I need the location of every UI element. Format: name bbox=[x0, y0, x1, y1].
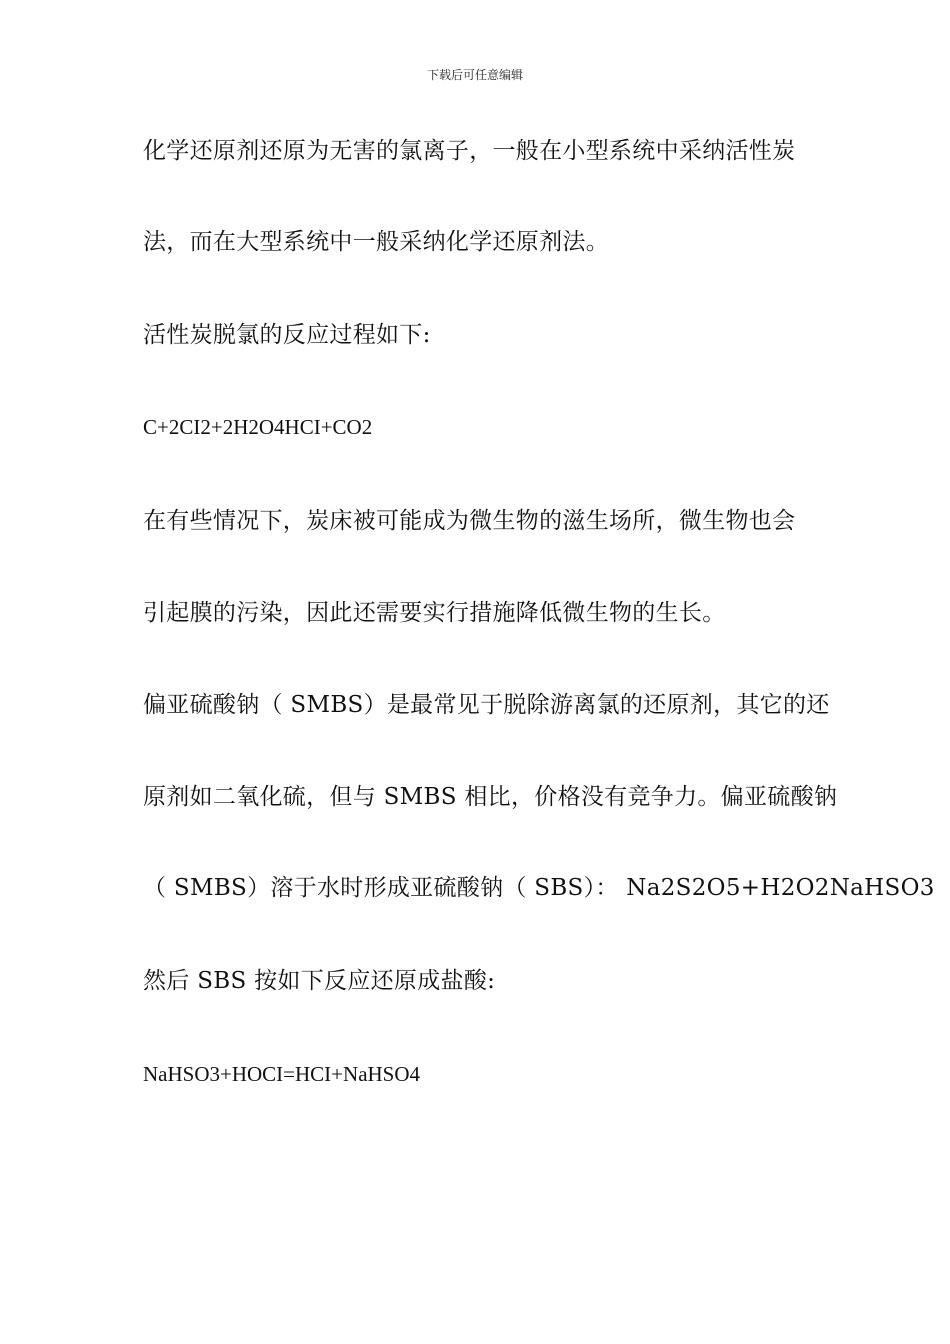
paragraph-line: 引起膜的污染，因此还需要实行措施降低微生物的生长。 bbox=[143, 600, 726, 626]
paragraph-line: 偏亚硫酸钠（ SMBS）是最常见于脱除游离氯的还原剂，其它的还 bbox=[143, 692, 830, 718]
paragraph-line: 原剂如二氧化硫，但与 SMBS 相比，价格没有竞争力。偏亚硫酸钠 bbox=[143, 784, 838, 810]
paragraph-line: 在有些情况下，炭床被可能成为微生物的滋生场所，微生物也会 bbox=[143, 508, 796, 534]
page-header: 下载后可任意编辑 bbox=[426, 68, 523, 82]
paragraph-line: 化学还原剂还原为无害的氯离子，一般在小型系统中采纳活性炭 bbox=[143, 138, 796, 164]
chemical-equation: C+2CI2+2H2O4HCI+CO2 bbox=[143, 415, 373, 439]
paragraph-line: 法，而在大型系统中一般采纳化学还原剂法。 bbox=[143, 229, 609, 255]
paragraph-line: 然后 SBS 按如下反应还原成盐酸: bbox=[143, 968, 496, 994]
paragraph-line: （ SMBS）溶于水时形成亚硫酸钠（ SBS）： Na2S2O5+H2O2NaHSO3 bbox=[143, 875, 935, 901]
paragraph-line: 活性炭脱氯的反应过程如下: bbox=[143, 322, 431, 348]
chemical-equation: NaHSO3+HOCI=HCI+NaHSO4 bbox=[143, 1062, 421, 1086]
